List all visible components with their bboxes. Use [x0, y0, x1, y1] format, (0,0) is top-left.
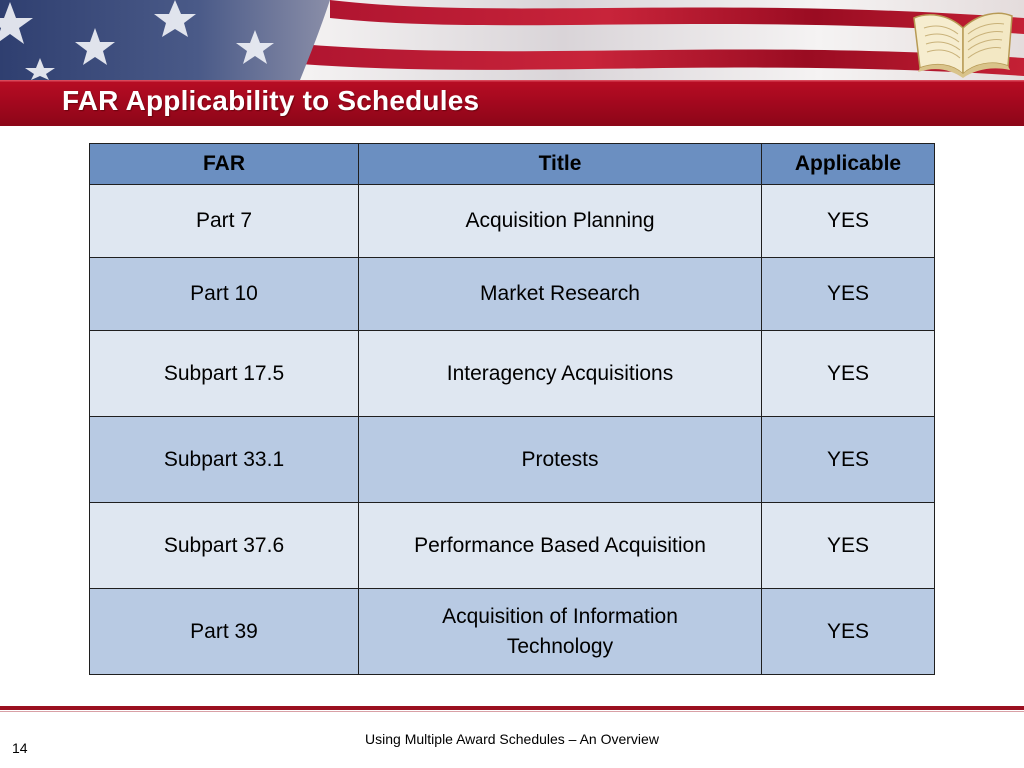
applicable-cell: YES — [762, 503, 935, 589]
table-row — [90, 417, 935, 503]
page-number: 14 — [12, 740, 28, 756]
table-row — [90, 185, 935, 258]
table-row — [90, 503, 935, 589]
far-cell: Subpart 37.6 — [90, 503, 359, 589]
slide-title: FAR Applicability to Schedules — [62, 85, 480, 116]
applicable-cell: YES — [762, 417, 935, 503]
table-header-row — [90, 144, 935, 185]
title-cell: Protests — [359, 417, 762, 503]
title-line-1: Acquisition of Information — [442, 604, 678, 628]
header-title: Title — [359, 144, 762, 185]
applicable-cell: YES — [762, 258, 935, 331]
far-cell: Subpart 33.1 — [90, 417, 359, 503]
applicable-cell: YES — [762, 185, 935, 258]
far-cell: Subpart 17.5 — [90, 331, 359, 417]
title-line-2: Technology — [506, 634, 614, 658]
footer-rule — [0, 706, 1024, 710]
footer-rule-thin — [0, 711, 1024, 712]
title-cell: Market Research — [359, 258, 762, 331]
header-banner — [0, 0, 1024, 126]
title-cell: Performance Based Acquisition — [359, 503, 762, 589]
table-row — [90, 589, 935, 675]
title-cell — [359, 589, 762, 675]
header-applicable: Applicable — [762, 144, 935, 185]
footer-text: Using Multiple Award Schedules – An Overview — [365, 731, 659, 747]
title-cell: Acquisition Planning — [359, 185, 762, 258]
far-cell: Part 39 — [90, 589, 359, 675]
open-book-icon — [908, 6, 1018, 86]
title-cell: Interagency Acquisitions — [359, 331, 762, 417]
far-applicability-table — [89, 143, 935, 675]
applicable-cell: YES — [762, 331, 935, 417]
applicable-cell: YES — [762, 589, 935, 675]
header-far: FAR — [90, 144, 359, 185]
far-cell: Part 7 — [90, 185, 359, 258]
far-cell: Part 10 — [90, 258, 359, 331]
table-row — [90, 258, 935, 331]
table-row — [90, 331, 935, 417]
